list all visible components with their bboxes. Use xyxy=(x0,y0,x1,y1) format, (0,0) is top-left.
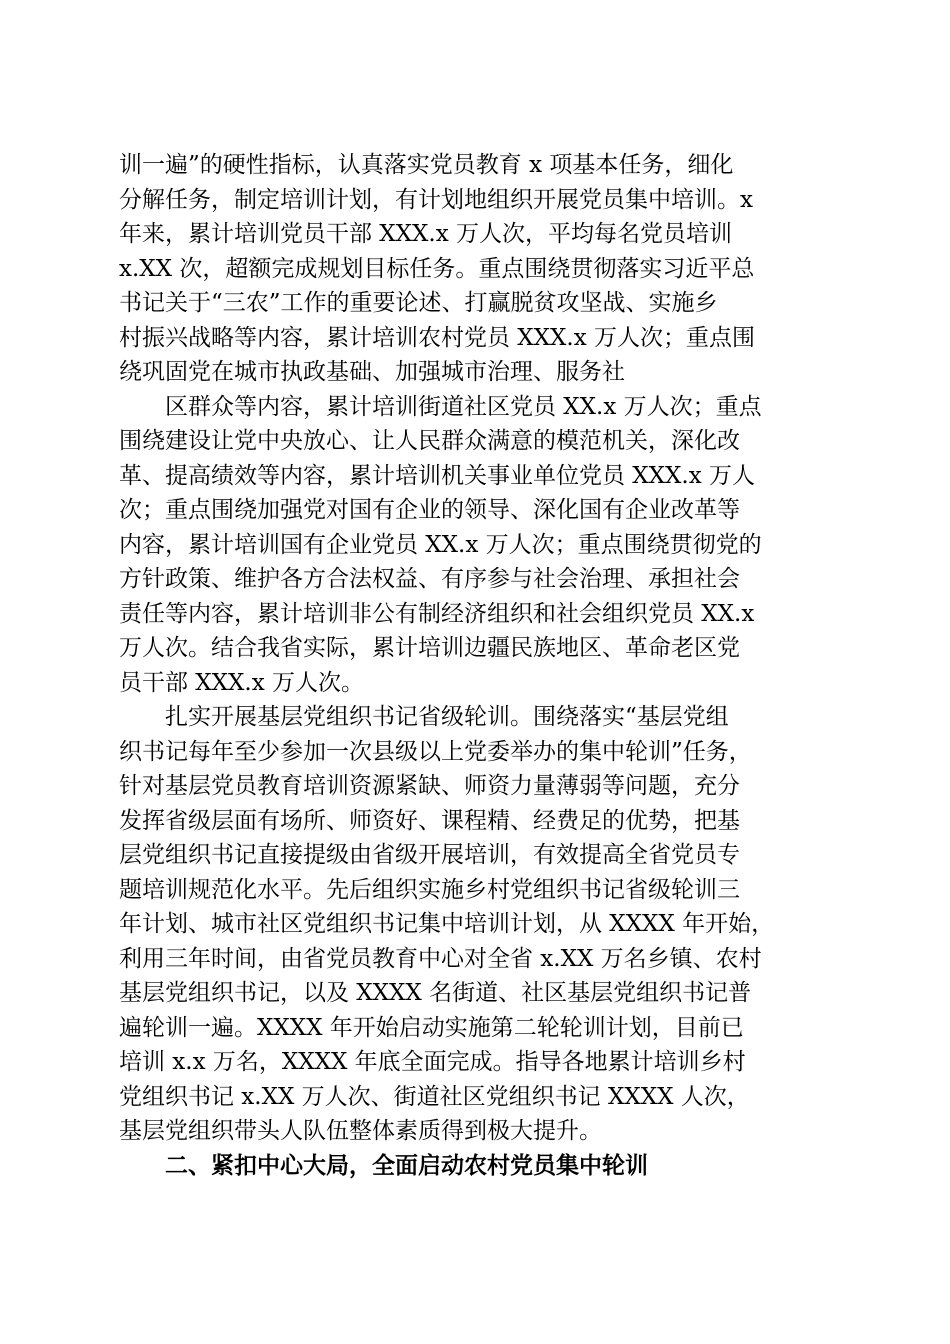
text-line: 绕巩固党在城市执政基础、加强城市治理、服务社 xyxy=(119,359,625,385)
text-line: 内容，累计培训国有企业党员 XX.x 万人次；重点围绕贯彻党的 xyxy=(119,531,762,558)
text-line: 党组织书记 x.XX 万人次、街道社区党组织书记 XXXX 人次， xyxy=(119,1083,750,1110)
section-heading: 二、紧扣中心大局，全面启动农村党员集中轮训 xyxy=(165,1152,648,1179)
text-line: x.XX 次，超额完成规划目标任务。重点围绕贯彻落实习近平总 xyxy=(119,255,755,282)
paragraph-3 xyxy=(119,700,831,1149)
paragraph-2 xyxy=(119,390,831,701)
text-line: 年来，累计培训党员干部 XXX.x 万人次，平均每名党员培训 xyxy=(119,221,733,247)
paragraph-1 xyxy=(119,148,831,390)
text-line: 围绕建设让党中央放心、让人民群众满意的模范机关，深化改 xyxy=(119,428,740,454)
document-body xyxy=(119,148,831,1183)
text-line: 题培训规范化水平。先后组织实施乡村党组织书记省级轮训三 xyxy=(119,876,740,903)
text-line: 基层党组织带头人队伍整体素质得到极大提升。 xyxy=(119,1118,602,1144)
text-line: 培训 x.x 万名，XXXX 年底全面完成。指导各地累计培训乡村 xyxy=(119,1049,746,1075)
text-line: 员干部 XXX.x 万人次。 xyxy=(119,669,365,696)
text-line: 针对基层党员教育培训资源紧缺、师资力量薄弱等问题，充分 xyxy=(119,773,740,799)
text-line: 层党组织书记直接提级由省级开展培训，有效提高全省党员专 xyxy=(119,842,740,868)
text-line: 利用三年时间，由省党员教育中心对全省 x.XX 万名乡镇、农村 xyxy=(119,945,762,972)
text-line: 发挥省级层面有场所、师资好、课程精、经费足的优势，把基 xyxy=(119,807,740,834)
text-line: 分解任务，制定培训计划，有计划地组织开展党员集中培训。x xyxy=(119,186,753,213)
text-line: 遍轮训一遍。XXXX 年开始启动实施第二轮轮训计划，目前已 xyxy=(119,1014,744,1041)
text-line: 村振兴战略等内容，累计培训农村党员 XXX.x 万人次；重点围 xyxy=(119,324,756,351)
text-line: 织书记每年至少参加一次县级以上党委举办的集中轮训”任务， xyxy=(119,738,752,765)
text-line: 次；重点围绕加强党对国有企业的领导、深化国有企业改革等 xyxy=(119,497,740,523)
text-line: 基层党组织书记，以及 XXXX 名街道、社区基层党组织书记普 xyxy=(119,980,752,1006)
text-line: 责任等内容，累计培训非公有制经济组织和社会组织党员 XX.x xyxy=(119,600,755,627)
text-line: 年计划、城市社区党组织书记集中培训计划，从 XXXX 年开始， xyxy=(119,911,775,937)
text-line: 方针政策、维护各方合法权益、有序参与社会治理、承担社会 xyxy=(119,566,740,592)
text-line: 扎实开展基层党组织书记省级轮训。围绕落实“基层党组 xyxy=(165,704,729,730)
text-line: 革、提高绩效等内容，累计培训机关事业单位党员 XXX.x 万人 xyxy=(119,462,756,489)
text-line: 万人次。结合我省实际，累计培训边疆民族地区、革命老区党 xyxy=(119,635,740,661)
text-line: 区群众等内容，累计培训街道社区党员 XX.x 万人次；重点 xyxy=(165,393,762,420)
text-line: 书记关于“三农”工作的重要论述、打赢脱贫攻坚战、实施乡 xyxy=(119,290,718,316)
text-line: 训一遍”的硬性指标，认真落实党员教育 x 项基本任务，细化 xyxy=(119,152,734,178)
